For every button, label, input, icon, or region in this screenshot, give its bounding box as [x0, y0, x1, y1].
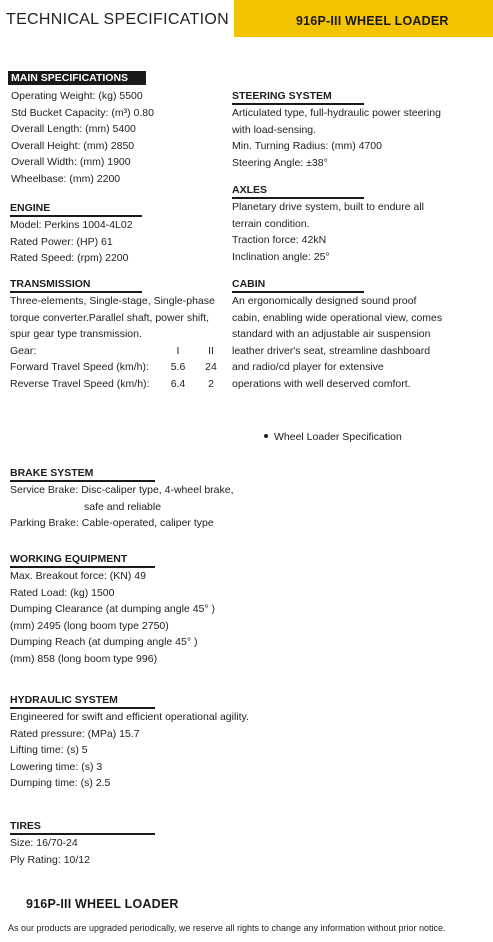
spec-line: and radio/cd player for extensive: [232, 361, 384, 373]
tires-title: TIRES: [10, 820, 155, 835]
working-equipment-section: [10, 549, 215, 667]
spec-line: Engineered for swift and efficient operational agility.: [10, 711, 249, 723]
spec-line: with load-sensing.: [232, 123, 317, 136]
spec-line: Lowering time: (s) 3: [10, 760, 103, 773]
spec-line: Lifting time: (s) 5: [10, 744, 88, 756]
spec-line: leather driver's seat, streamline dashboard: [232, 344, 431, 357]
cabin-section: [232, 274, 442, 392]
spec-line: Model: Perkins 1004-4L02: [10, 219, 133, 231]
spec-line: Ply Rating: 10/12: [10, 853, 90, 866]
forward-speed-gear-2: 24: [205, 361, 217, 373]
reverse-speed-label: Reverse Travel Speed (km/h):: [10, 377, 150, 390]
spec-line: Operating Weight: (kg) 5500: [11, 90, 143, 102]
steering-system-title: STEERING SYSTEM: [232, 90, 364, 105]
spec-line: Articulated type, full-hydraulic power steering: [232, 107, 441, 119]
spec-line: cabin, enabling wide operational view, comes: [232, 311, 443, 324]
bullet-icon: [264, 434, 268, 438]
gear-2-label: II: [208, 344, 214, 357]
forward-speed-label: Forward Travel Speed (km/h):: [10, 361, 149, 373]
spec-line: Rated Speed: (rpm) 2200: [10, 252, 129, 264]
spec-line: Std Bucket Capacity: (m³) 0.80: [11, 106, 154, 119]
gear-label: Gear:: [10, 344, 37, 357]
spec-line: spur gear type transmission.: [10, 328, 142, 340]
spec-line: Traction force: 42kN: [232, 234, 327, 246]
tires-section: [10, 816, 155, 868]
engine-section: [10, 198, 142, 267]
brake-system-title: BRAKE SYSTEM: [10, 467, 155, 482]
spec-line: torque converter.Parallel shaft, power shift,: [10, 311, 210, 324]
engine-title: ENGINE: [10, 202, 142, 217]
brake-system-section: [10, 463, 234, 532]
page-title: TECHNICAL SPECIFICATION: [6, 11, 229, 28]
spec-line: Min. Turning Radius: (mm) 4700: [232, 140, 382, 152]
spec-line: standard with an adjustable air suspension: [232, 328, 431, 340]
model-banner-label: 916P-III WHEEL LOADER: [296, 14, 449, 28]
spec-line: Parking Brake: Cable-operated, caliper type: [10, 517, 214, 529]
working-equipment-title: WORKING EQUIPMENT: [10, 553, 155, 568]
spec-line: (mm) 858 (long boom type 996): [10, 652, 158, 665]
spec-line: Steering Angle: ±38°: [232, 156, 328, 169]
spec-line: Service Brake: Disc-caliper type, 4-wheel brake,: [10, 484, 234, 496]
footer-model-name: 916P-III WHEEL LOADER: [26, 897, 179, 911]
transmission-section: [10, 274, 226, 392]
spec-line: Overall Length: (mm) 5400: [11, 123, 136, 135]
reverse-speed-gear-2: 2: [208, 377, 214, 390]
axles-title: AXLES: [232, 184, 364, 199]
reverse-speed-gear-1: 6.4: [170, 377, 186, 390]
bullet-label: Wheel Loader Specification: [274, 431, 402, 443]
spec-line: terrain condition.: [232, 217, 310, 230]
main-specifications-heading: [8, 71, 146, 85]
spec-line: safe and reliable: [84, 500, 162, 513]
footer-disclaimer: As our products are upgraded periodically, we reserve all rights to change any information without prior notice.: [8, 923, 446, 933]
spec-line: Three-elements, Single-stage, Single-phase: [10, 295, 215, 307]
spec-line: (mm) 2495 (long boom type 2750): [10, 619, 169, 632]
spec-line: Rated Power: (HP) 61: [10, 235, 113, 248]
main-specifications-section: [11, 88, 154, 187]
cabin-title: CABIN: [232, 278, 364, 293]
forward-speed-row: [10, 359, 226, 376]
spec-line: An ergonomically designed sound proof: [232, 295, 417, 307]
hydraulic-system-title: HYDRAULIC SYSTEM: [10, 694, 155, 709]
spec-line: Overall Width: (mm) 1900: [11, 156, 131, 168]
spec-line: Rated pressure: (MPa) 15.7: [10, 727, 140, 740]
spec-line: operations with well deserved comfort.: [232, 377, 411, 390]
spec-line: Rated Load: (kg) 1500: [10, 586, 115, 599]
spec-line: Wheelbase: (mm) 2200: [11, 172, 121, 185]
transmission-title: TRANSMISSION: [10, 278, 142, 293]
gear-header-row: [10, 343, 226, 360]
spec-line: Overall Height: (mm) 2850: [11, 139, 135, 152]
spec-line: Dumping time: (s) 2.5: [10, 777, 111, 789]
model-banner: [234, 0, 493, 37]
forward-speed-gear-1: 5.6: [170, 361, 186, 373]
main-specifications-title: MAIN SPECIFICATIONS: [11, 72, 129, 84]
spec-line: Dumping Reach (at dumping angle 45° ): [10, 636, 198, 648]
spec-line: Dumping Clearance (at dumping angle 45° ): [10, 603, 215, 615]
wheel-loader-spec-bullet: [264, 431, 402, 443]
gear-1-label: I: [176, 344, 180, 357]
steering-system-section: [232, 86, 441, 171]
reverse-speed-row: [10, 376, 226, 393]
spec-line: Inclination angle: 25°: [232, 250, 330, 263]
spec-line: Max. Breakout force: (KN) 49: [10, 570, 146, 582]
axles-section: [232, 180, 424, 265]
spec-line: Planetary drive system, built to endure all: [232, 201, 425, 213]
spec-line: Size: 16/70-24: [10, 837, 78, 849]
hydraulic-system-section: [10, 690, 249, 792]
